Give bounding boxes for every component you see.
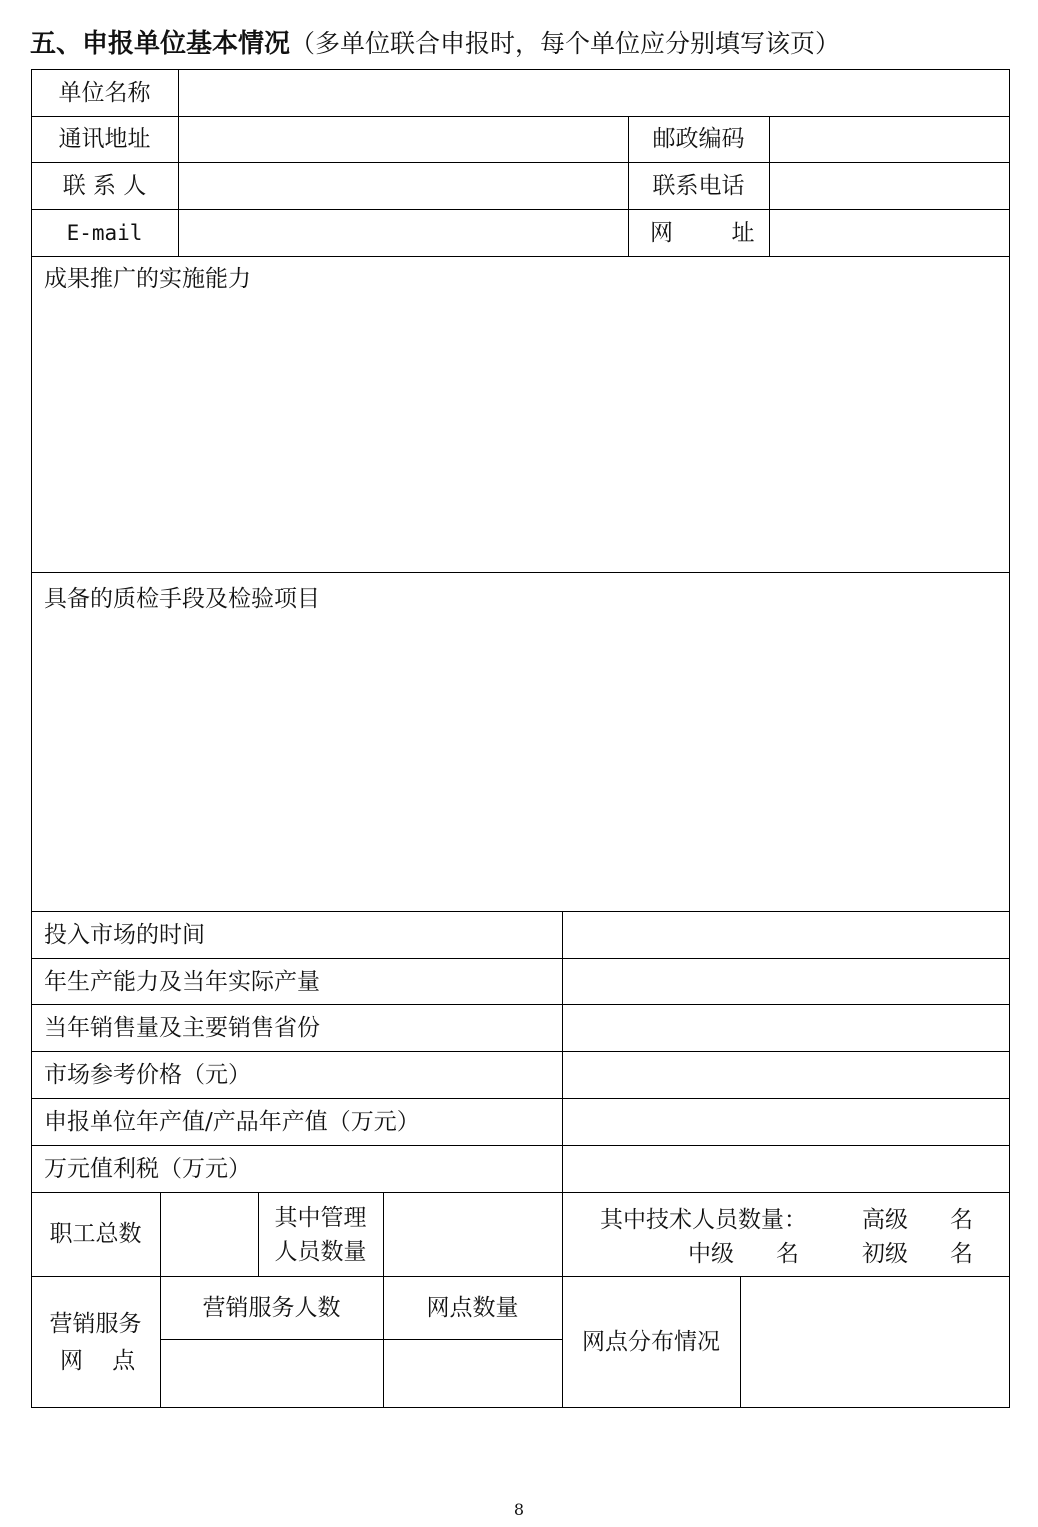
outlet-distribution-label: 网点分布情况 bbox=[582, 1329, 720, 1355]
capability-label: 成果推广的实施能力 bbox=[44, 266, 251, 292]
market-item-output-value: 申报单位年产值/产品年产值（万元） bbox=[44, 1109, 420, 1135]
mgmt-staff-label-line2: 人员数量 bbox=[274, 1239, 367, 1265]
email-label: E-mail bbox=[66, 221, 143, 245]
quality-label: 具备的质检手段及检验项目 bbox=[44, 586, 320, 612]
phone-label: 联系电话 bbox=[652, 173, 745, 199]
page-number: 8 bbox=[513, 1500, 525, 1519]
profit-tax-field[interactable] bbox=[563, 1146, 1009, 1192]
senior-label: 高级 bbox=[862, 1207, 908, 1233]
middle-unit: 名 bbox=[776, 1241, 799, 1267]
capacity-field[interactable] bbox=[563, 959, 1009, 1004]
staff-total-field[interactable] bbox=[161, 1193, 258, 1276]
outlet-distribution-field[interactable] bbox=[741, 1277, 1009, 1407]
service-staff-count-label: 营销服务人数 bbox=[202, 1295, 341, 1321]
output-value-field[interactable] bbox=[563, 1099, 1009, 1145]
service-outlet-label-line2: 网 点 bbox=[60, 1348, 136, 1374]
contact-label: 联 系 人 bbox=[62, 173, 147, 199]
postcode-field[interactable] bbox=[770, 117, 1009, 162]
mgmt-staff-label-line1: 其中管理 bbox=[274, 1205, 367, 1231]
sales-field[interactable] bbox=[563, 1005, 1009, 1051]
postcode-label: 邮政编码 bbox=[652, 126, 745, 152]
outlet-count-label: 网点数量 bbox=[426, 1295, 519, 1321]
tech-staff-label: 其中技术人员数量： bbox=[600, 1207, 807, 1233]
junior-label: 初级 bbox=[862, 1241, 908, 1267]
website-field[interactable] bbox=[770, 210, 1009, 256]
senior-unit: 名 bbox=[950, 1207, 973, 1233]
launch-time-field[interactable] bbox=[563, 912, 1009, 958]
outlet-count-field[interactable] bbox=[384, 1340, 562, 1407]
market-item-sales: 当年销售量及主要销售省份 bbox=[44, 1015, 320, 1041]
mgmt-staff-field[interactable] bbox=[384, 1193, 562, 1276]
price-field[interactable] bbox=[563, 1052, 1009, 1098]
unit-name-label: 单位名称 bbox=[58, 80, 151, 106]
address-label: 通讯地址 bbox=[58, 126, 151, 152]
section-title-note: （多单位联合申报时，每个单位应分别填写该页） bbox=[290, 29, 841, 58]
contact-field[interactable] bbox=[179, 163, 628, 209]
market-item-capacity: 年生产能力及当年实际产量 bbox=[44, 969, 320, 995]
unit-name-field[interactable] bbox=[179, 70, 1009, 116]
service-staff-count-field[interactable] bbox=[161, 1340, 383, 1407]
section-title bbox=[30, 26, 840, 62]
market-item-launch-time: 投入市场的时间 bbox=[44, 922, 205, 948]
website-label: 网 址 bbox=[650, 220, 755, 246]
market-item-profit-tax: 万元值利税（万元） bbox=[44, 1156, 251, 1182]
market-item-price: 市场参考价格（元） bbox=[44, 1062, 251, 1088]
email-field[interactable] bbox=[179, 210, 628, 256]
section-title-main: 五、申报单位基本情况 bbox=[30, 29, 291, 59]
junior-unit: 名 bbox=[950, 1241, 973, 1267]
staff-total-label: 职工总数 bbox=[49, 1221, 142, 1247]
phone-field[interactable] bbox=[770, 163, 1009, 209]
service-outlet-label-line1: 营销服务 bbox=[49, 1311, 142, 1337]
middle-label: 中级 bbox=[688, 1241, 734, 1267]
address-field[interactable] bbox=[179, 117, 628, 162]
capability-field[interactable] bbox=[32, 296, 1009, 572]
quality-field[interactable] bbox=[32, 616, 1009, 911]
